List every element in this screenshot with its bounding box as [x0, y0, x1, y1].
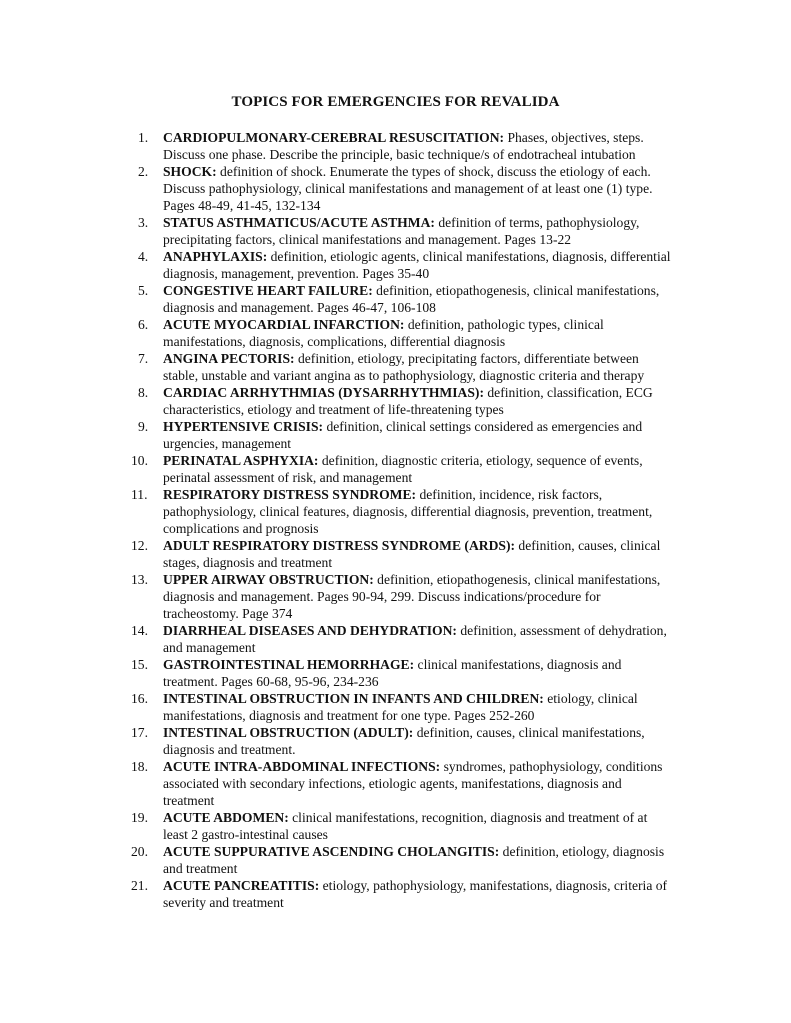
topic-number: 6. [138, 317, 149, 332]
topic-number: 19. [131, 810, 148, 825]
topic-description: etiology, pathophysiology, manifestations, diagnosis, criteria of severity and treatment [163, 878, 668, 910]
topic-heading: DIARRHEAL DISEASES AND DEHYDRATION: [163, 623, 457, 638]
topic-list [0, 129, 791, 911]
topic-item [0, 129, 675, 163]
topic-heading: CONGESTIVE HEART FAILURE: [163, 283, 373, 298]
topic-description: definition, etiopathogenesis, clinical manifestations, diagnosis and management. Pages 90-94, 299. Discuss indications/procedure for tracheostomy. Page 374 [163, 572, 661, 621]
topic-description: definition, clinical settings considered as emergencies and urgencies, management [163, 419, 643, 451]
topic-description: Phases, objectives, steps. Discuss one phase. Describe the principle, basic technique/s of endotracheal intubation [163, 130, 644, 162]
topic-item [0, 724, 675, 758]
topic-number: 18. [131, 759, 148, 774]
topic-description: definition, causes, clinical stages, diagnosis and treatment [163, 538, 661, 570]
topic-item [0, 877, 675, 911]
topic-heading: ANGINA PECTORIS: [163, 351, 295, 366]
topic-number: 14. [131, 623, 148, 638]
topic-number: 9. [138, 419, 149, 434]
topic-item [0, 690, 675, 724]
topic-number: 3. [138, 215, 149, 230]
topic-heading: ACUTE MYOCARDIAL INFARCTION: [163, 317, 405, 332]
topic-item [0, 418, 675, 452]
topic-description: definition, etiology, precipitating factors, differentiate between stable, unstable and variant angina as to pathophysiology, diagnostic criteria and therapy [163, 351, 645, 383]
topic-heading: SHOCK: [163, 164, 217, 179]
topic-item [0, 486, 675, 537]
topic-heading: INTESTINAL OBSTRUCTION IN INFANTS AND CHILDREN: [163, 691, 544, 706]
topic-item [0, 350, 675, 384]
topic-item [0, 248, 675, 282]
topic-number: 4. [138, 249, 149, 264]
topic-heading: PERINATAL ASPHYXIA: [163, 453, 319, 468]
topic-description: definition of terms, pathophysiology, precipitating factors, clinical manifestations and management. Pages 13-22 [163, 215, 640, 247]
topic-item [0, 316, 675, 350]
topic-number: 11. [131, 487, 148, 502]
topic-heading: GASTROINTESTINAL HEMORRHAGE: [163, 657, 415, 672]
topic-number: 13. [131, 572, 148, 587]
topic-description: clinical manifestations, recognition, diagnosis and treatment of at least 2 gastro-intestinal causes [163, 810, 648, 842]
topic-heading: RESPIRATORY DISTRESS SYNDROME: [163, 487, 417, 502]
topic-number: 1. [138, 130, 149, 145]
topic-item [0, 571, 675, 622]
topic-description: definition, incidence, risk factors, pathophysiology, clinical features, diagnosis, differential diagnosis, prevention, treatment, complications and prognosis [163, 487, 653, 536]
topic-description: definition, classification, ECG characteristics, etiology and treatment of life-threatening types [163, 385, 653, 417]
topic-heading: ANAPHYLAXIS: [163, 249, 268, 264]
topic-description: definition, etiology, diagnosis and treatment [163, 844, 665, 876]
topic-description: clinical manifestations, diagnosis and treatment. Pages 60-68, 95-96, 234-236 [163, 657, 622, 689]
topic-item [0, 843, 675, 877]
topic-description: definition, etiologic agents, clinical manifestations, diagnosis, differential diagnosis, management, prevention. Pages 35-40 [163, 249, 671, 281]
topic-description: definition, diagnostic criteria, etiology, sequence of events, perinatal assessment of risk, and management [163, 453, 643, 485]
topic-number: 15. [131, 657, 148, 672]
topic-heading: ACUTE ABDOMEN: [163, 810, 289, 825]
topic-item [0, 537, 675, 571]
topic-heading: HYPERTENSIVE CRISIS: [163, 419, 324, 434]
topic-number: 7. [138, 351, 149, 366]
topic-item [0, 384, 675, 418]
topic-description: definition, causes, clinical manifestations, diagnosis and treatment. [163, 725, 645, 757]
topic-item [0, 656, 675, 690]
topic-description: etiology, clinical manifestations, diagnosis and treatment for one type. Pages 252-260 [163, 691, 638, 723]
topic-number: 8. [138, 385, 149, 400]
topic-heading: ACUTE SUPPURATIVE ASCENDING CHOLANGITIS: [163, 844, 500, 859]
topic-item [0, 214, 675, 248]
topic-description: definition, assessment of dehydration, and management [163, 623, 667, 655]
topic-heading: CARDIAC ARRHYTHMIAS (DYSARRHYTHMIAS): [163, 385, 484, 400]
topic-heading: ADULT RESPIRATORY DISTRESS SYNDROME (ARDS): [163, 538, 516, 553]
topic-number: 10. [131, 453, 148, 468]
topic-description: definition of shock. Enumerate the types of shock, discuss the etiology of each. Discuss pathophysiology, clinical manifestations and management of at least one (1) type. Pages 48-49, 41-45, 132-134 [163, 164, 653, 213]
topic-number: 21. [131, 878, 148, 893]
page-title: TOPICS FOR EMERGENCIES FOR REVALIDA [231, 94, 560, 110]
topic-item [0, 622, 675, 656]
topic-description: syndromes, pathophysiology, conditions associated with secondary infections, etiologic agents, manifestations, diagnosis and treatment [163, 759, 663, 808]
topic-description: definition, etiopathogenesis, clinical manifestations, diagnosis and management. Pages 46-47, 106-108 [163, 283, 660, 315]
topic-heading: UPPER AIRWAY OBSTRUCTION: [163, 572, 374, 587]
topic-heading: CARDIOPULMONARY-CEREBRAL RESUSCITATION: [163, 130, 505, 145]
topic-number: 16. [131, 691, 148, 706]
topic-item [0, 163, 675, 214]
topic-number: 12. [131, 538, 148, 553]
topic-item [0, 809, 675, 843]
topic-heading: INTESTINAL OBSTRUCTION (ADULT): [163, 725, 414, 740]
topic-number: 20. [131, 844, 148, 859]
topic-description: definition, pathologic types, clinical manifestations, diagnosis, complications, differential diagnosis [163, 317, 604, 349]
topic-heading: ACUTE INTRA-ABDOMINAL INFECTIONS: [163, 759, 441, 774]
topic-item [0, 282, 675, 316]
topic-number: 17. [131, 725, 148, 740]
topic-item [0, 452, 675, 486]
topic-number: 5. [138, 283, 149, 298]
topic-item [0, 758, 675, 809]
topic-heading: STATUS ASTHMATICUS/ACUTE ASTHMA: [163, 215, 435, 230]
topic-heading: ACUTE PANCREATITIS: [163, 878, 320, 893]
topic-number: 2. [138, 164, 149, 179]
